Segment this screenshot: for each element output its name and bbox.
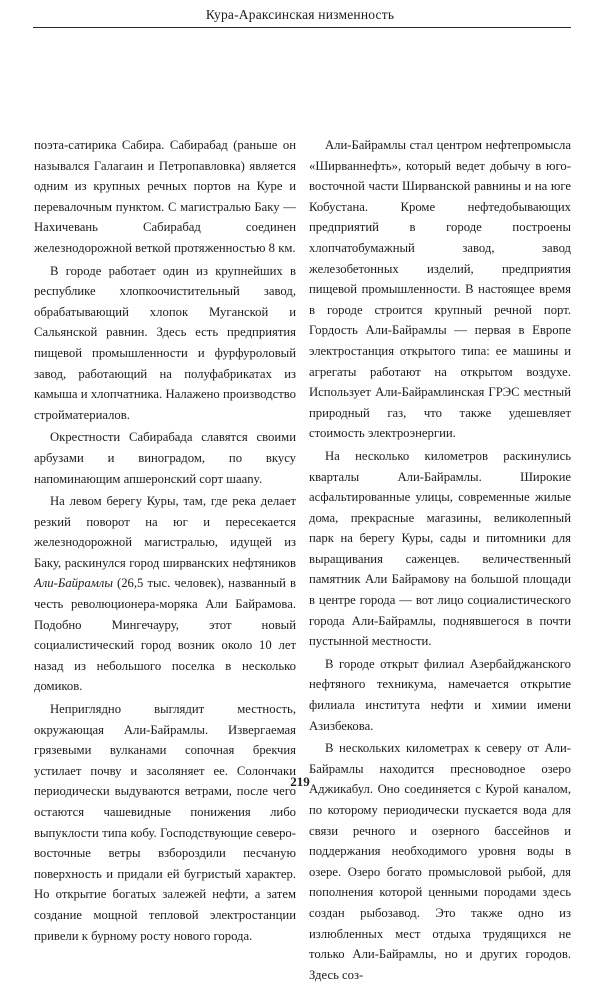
page-number: 219	[290, 774, 310, 789]
paragraph: На несколько километров раскинулись кварталы Али-Байрамлы. Широкие асфальтированные улицы, современные жилые дома, прекрасные магазины, великолепный парк на берегу Куры, сады и питомники для выращивания саженцев. величественный памятник Али Байрамову на большой площади в центре города — вот лицо социалистического города Али-Байрамлы, поднявшегося в почти пустынной местности.	[309, 448, 571, 649]
header-rule	[33, 27, 571, 28]
paragraph-text: (26,5 тыс. человек), названный в честь революционера-моряка Али Байрамова. Подобно Мингечауру, этот новый социалистический город возник около 10 лет назад из небольшого поселка в несколько домиков.	[34, 576, 296, 694]
paragraph: В городе открыт филиал Азербайджанского нефтяного техникума, намечается открытие филиала института нефти и химии имени Азизбекова.	[309, 656, 571, 733]
running-head: Кура-Араксинская низменность	[205, 7, 395, 22]
paragraph: поэта-сатирика Сабира. Сабирабад (раньше он назывался Галагаин и Петропавловка) является одним из крупных речных портов на Куре и перевалочным пунктом. С магистралью Баку — Нахичевань Сабирабад соединен железнодорожной веткой протяженностью 8 км.	[34, 138, 296, 255]
left-column	[34, 135, 296, 946]
paragraph: Окрестности Сабирабада славятся своими арбузами и виноградом, по вкусу напоминающим апшеронский сорт шаany.	[34, 430, 296, 486]
paragraph: Али-Байрамлы стал центром нефтепромысла «Ширваннефть», который ведет добычу в юго-восточной части Ширванской равнины и на юге Кобустана. Кроме нефтедобывающих предприятий в городе построены хлопчатобумажный завод, завод железобетонных изделий, предприятия пищевой промышленности. В настоящее время в городе строится крупный речной порт. Гордость Али-Байрамлы — первая в Европе электростанция открытого типа: ее машины и агрегаты работают на открытом воздухе. Использует Али-Байрамлинская ГРЭС местный природный газ, что также удешевляет стоимость электроэнергии.	[309, 138, 571, 441]
paragraph	[34, 491, 296, 697]
paragraph-text: На левом берегу Куры, там, где река делает резкий поворот на юг и пересекается железнодорожной магистралью, идущей из Баку, раскинулся город ширванских нефтяников	[34, 494, 296, 570]
right-column	[309, 135, 571, 985]
paragraph: Непригляднo выглядит местность, окружающая Али-Байрамлы. Извергаемая грязевыми вулканами сопочная брекчия устилает почву и засоляняет ее. Солончаки периодически выдуваются ветрами, после чего остаются чашевидные понижения либо выпуклости типа кобу. Господствующие северо-восточные ветры взборoздили песчаную поверхность и придали ей бугристый характер. Но открытие богатых залежей нефти, а затем создание мощной тепловой электростанции привели к бурному росту нового города.	[34, 702, 296, 943]
paragraph: В городе работает один из крупнейших в республике хлопкоочистительный завод, обрабатывающий хлопок Муганской и Сальянской равнин. Здесь есть предприятия пищевой промышленности и фурфуроловый завод, работающий на полуфабрикатах из камыша и хлопчатника. Налажено производство стройматериалов.	[34, 263, 296, 422]
place-name-italic: Али-Байрамлы	[34, 576, 113, 591]
paragraph: В нескольких километрах к северу от Али-Байрамлы находится пресноводное озеро Аджикабул. Оно соединяется с Курой каналом, по которому периодически пускается вода для связи речного и озерного бассейнов и поддержания необходимого уровня воды в озере. Озеро богато промысловой рыбой, для пополнения которой ценными породами здесь создан рыбозавод. Это также одно из излюбленных мест отдыха трудящихся не только Али-Байрамлы, но и других городов. Здесь соз-	[309, 741, 571, 982]
